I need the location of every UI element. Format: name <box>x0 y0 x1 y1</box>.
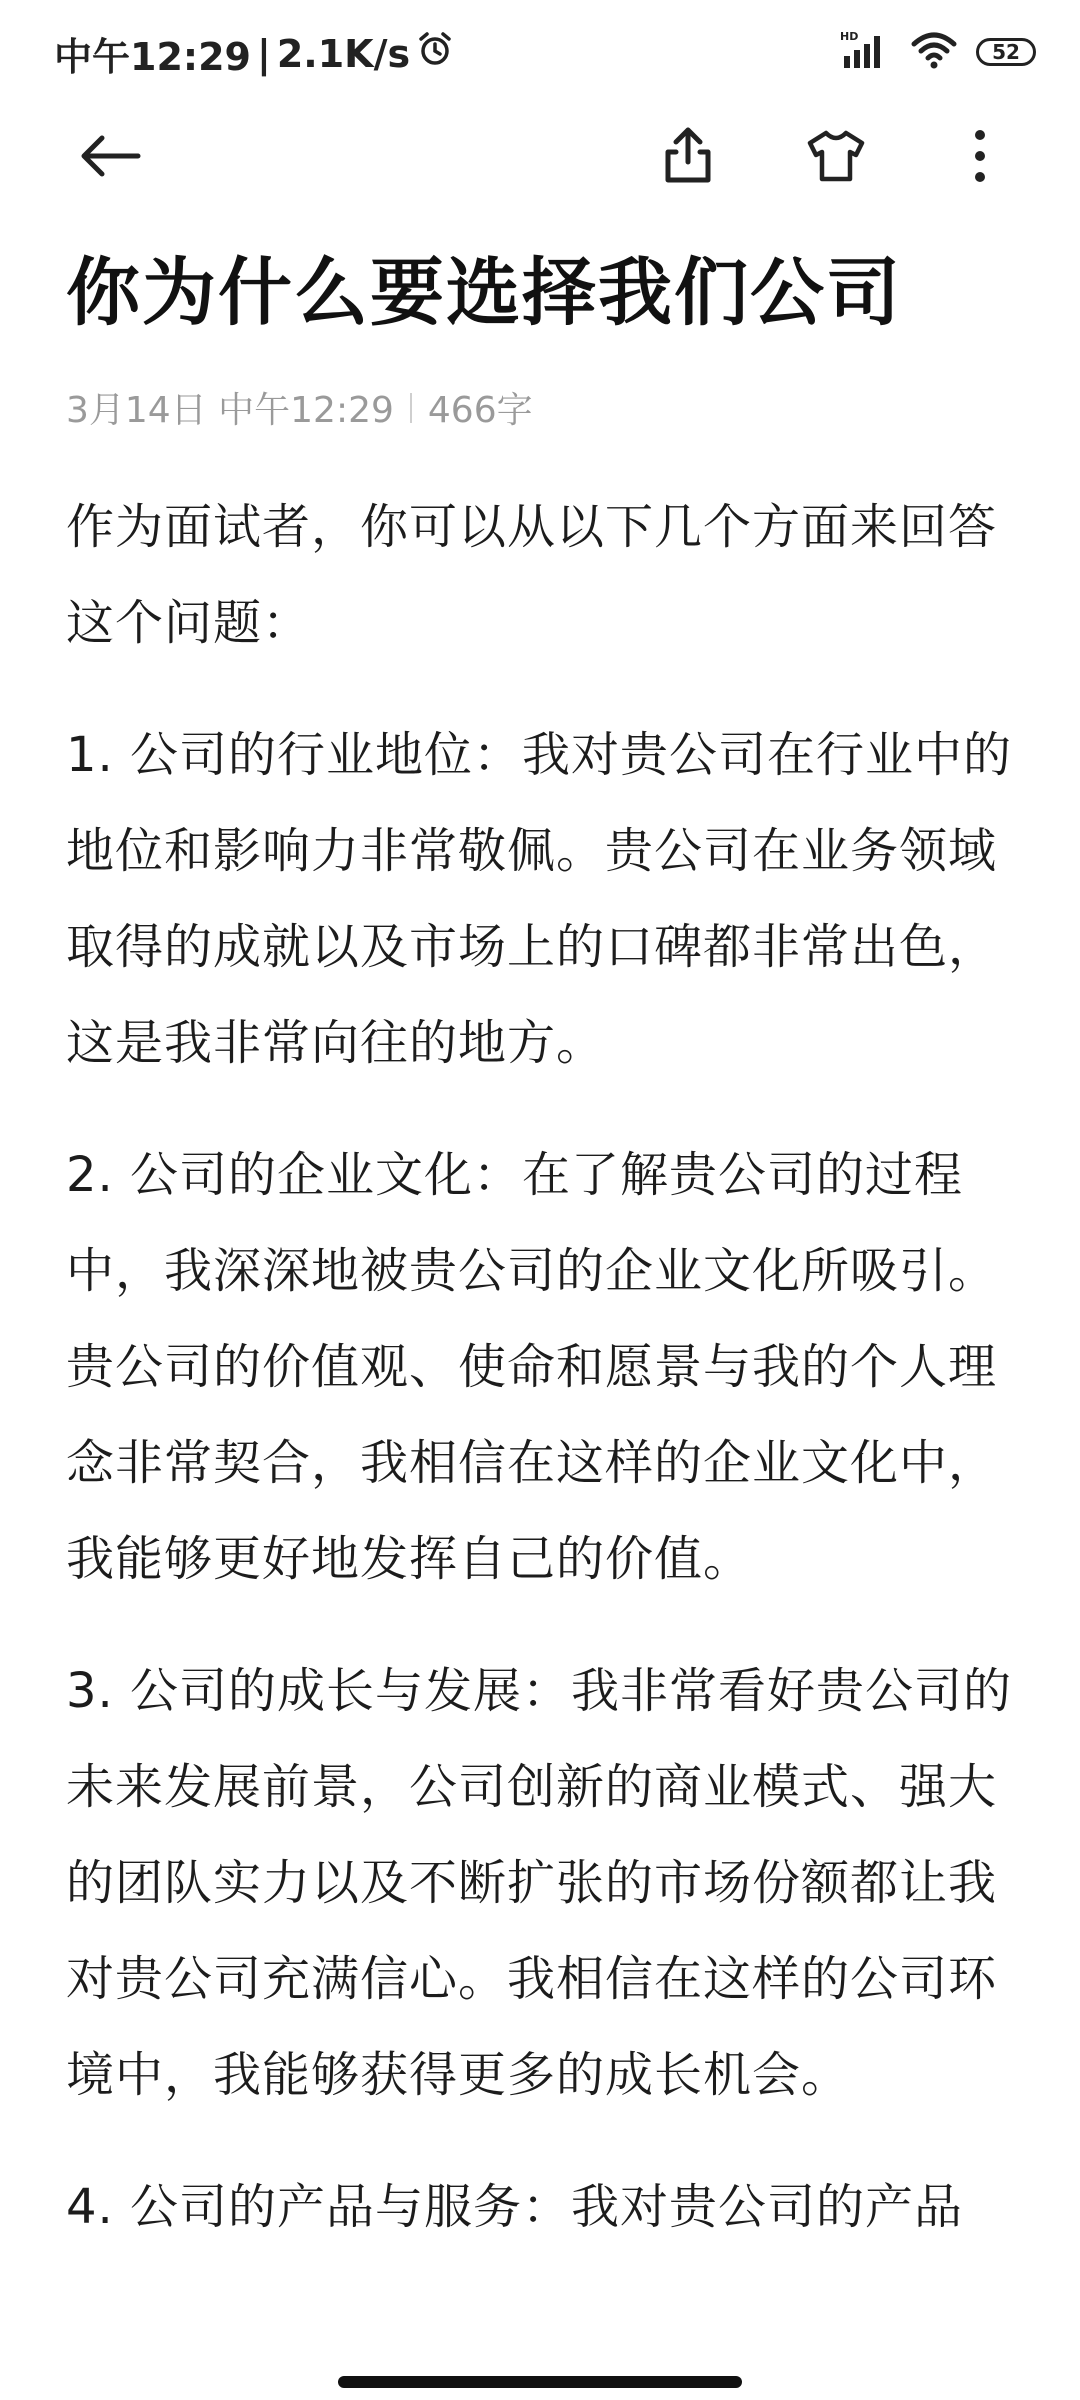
paragraph-3[interactable]: 3. 公司的成长与发展：我非常看好贵公司的未来发展前景，公司创新的商业模式、强大的团队实力以及不断扩张的市场份额都让我对贵公司充满信心。我相信在这样的公司环境中，我能够获得更多的成长机会。 <box>66 1663 1013 2103</box>
status-right <box>840 30 1036 74</box>
toolbar <box>0 104 1080 208</box>
status-bar <box>0 0 1080 104</box>
back-button[interactable] <box>74 122 146 194</box>
shirt-icon <box>806 129 866 187</box>
network-speed: 2.1K/s <box>276 31 411 76</box>
paragraph-4[interactable]: 4. 公司的产品与服务：我对贵公司的产品 <box>66 2179 964 2235</box>
status-time: 中午12:29 <box>54 35 251 79</box>
paragraph-1[interactable]: 1. 公司的行业地位：我对贵公司在行业中的地位和影响力非常敬佩。贵公司在业务领域取得的成就以及市场上的口碑都非常出色，这是我非常向往的地方。 <box>66 727 1013 1071</box>
paragraph-intro[interactable]: 作为面试者，你可以从以下几个方面来回答这个问题： <box>66 499 998 651</box>
more-button[interactable] <box>944 122 1016 194</box>
paragraph-2[interactable]: 2. 公司的企业文化：在了解贵公司的过程中，我深深地被贵公司的企业文化所吸引。贵公司的价值观、使命和愿景与我的个人理念非常契合，我相信在这样的企业文化中，我能够更好地发挥自己的价值。 <box>66 1147 998 1587</box>
note-content[interactable] <box>66 240 1016 2291</box>
word-count: 466字 <box>427 390 533 431</box>
back-arrow-icon <box>78 132 142 184</box>
note-date: 3月14日 中午12:29 <box>66 390 394 431</box>
svg-text:HD: HD <box>840 30 859 43</box>
status-left <box>54 26 454 81</box>
battery-level: 52 <box>992 40 1020 64</box>
note-body[interactable] <box>66 479 1016 2255</box>
battery-icon <box>976 38 1036 66</box>
more-vertical-icon <box>972 129 988 187</box>
wifi-icon <box>910 30 958 74</box>
meta-divider <box>410 393 412 423</box>
share-button[interactable] <box>652 122 724 194</box>
status-separator: | <box>256 31 271 76</box>
home-indicator[interactable] <box>338 2376 742 2388</box>
share-icon <box>660 126 716 190</box>
note-meta <box>66 382 1016 433</box>
alarm-icon <box>416 30 454 77</box>
theme-button[interactable] <box>800 122 872 194</box>
hd-signal-icon <box>840 30 892 74</box>
note-title[interactable]: 你为什么要选择我们公司 <box>66 250 902 336</box>
